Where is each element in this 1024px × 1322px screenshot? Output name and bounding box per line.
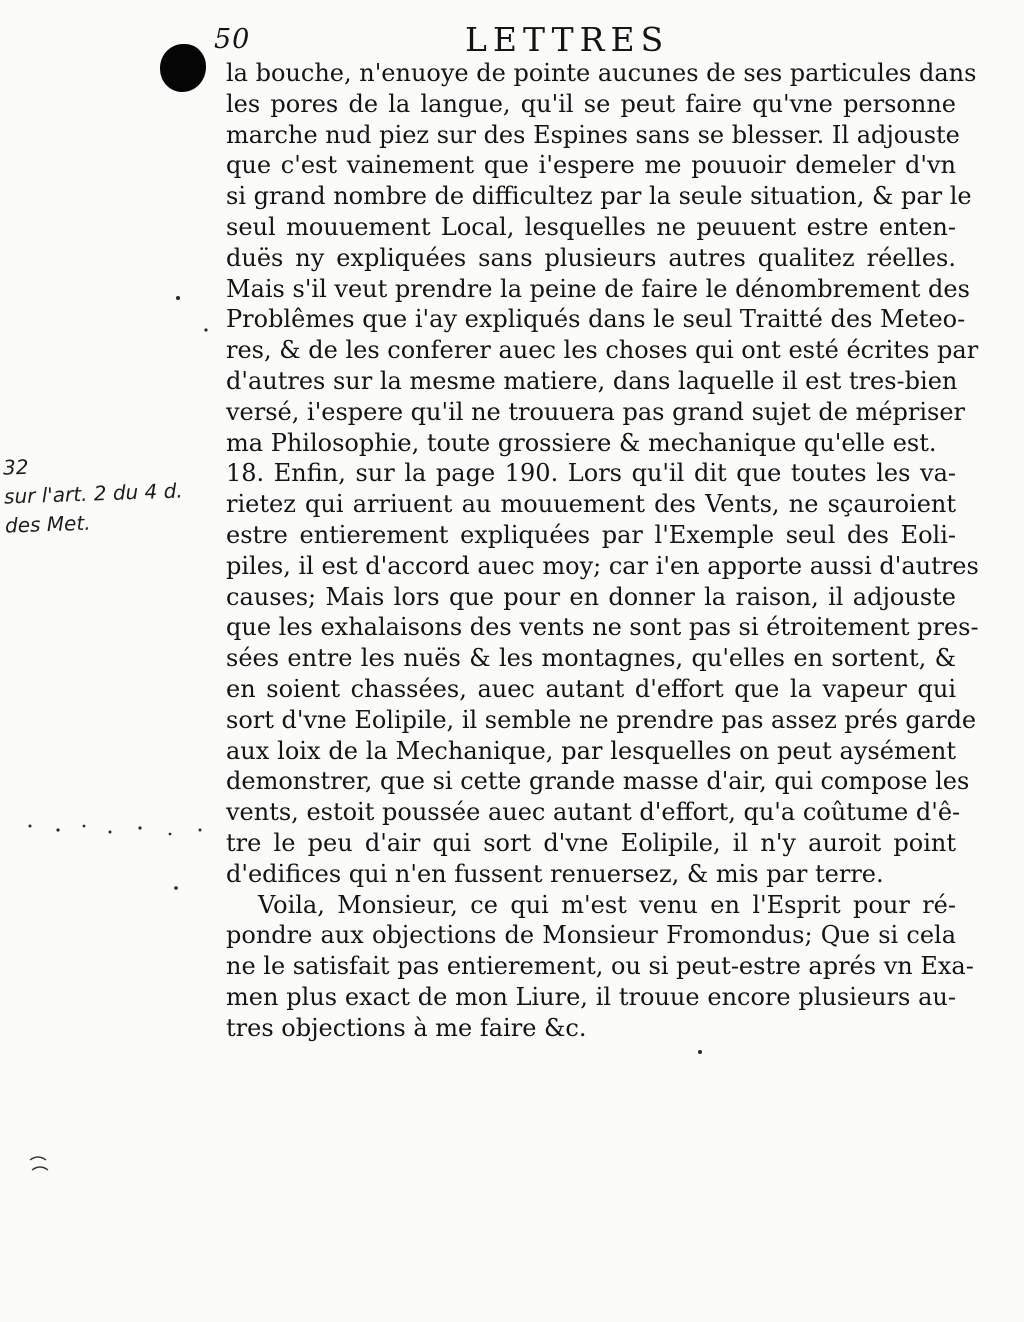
text-line: men plus exact de mon Liure, il trouue encore plusieurs au- — [226, 982, 956, 1011]
text-line: la bouche, n'enuoye de pointe aucunes de ses particules dans — [226, 59, 977, 87]
text-line: sées entre les nuës & les montagnes, qu'elles en sortent, & — [226, 644, 956, 673]
marginal-note-line: 32 — [2, 454, 29, 480]
marginal-note — [3, 446, 216, 540]
text-line: 18. Enfin, sur la page 190. Lors qu'il dit que toutes les va- — [226, 459, 956, 488]
text-line: vents, estoit poussée auec autant d'effort, qu'a coûtume d'ê- — [226, 798, 961, 827]
text-line: d'autres sur la mesme matiere, dans laquelle il est tres-bien — [226, 366, 958, 395]
text-line: que c'est vainement que i'espere me pouuoir demeler d'vn — [226, 151, 956, 180]
marginal-note-line: des Met. — [4, 510, 91, 538]
text-line: les pores de la langue, qu'il se peut faire qu'vne personne — [226, 89, 956, 118]
text-line: que les exhalaisons des vents ne sont pas si étroitement pres- — [226, 613, 979, 642]
text-line: Mais s'il veut prendre la peine de faire le dénombrement des — [226, 274, 970, 303]
text-line: pondre aux objections de Monsieur Fromondus; Que si cela — [226, 921, 956, 950]
text-line: rietez qui arriuent au mouuement des Vents, ne sçauroient — [226, 490, 956, 519]
marginal-note-line: sur l'art. 2 du 4 d. — [3, 478, 184, 509]
text-line: estre entierement expliquées par l'Exemple seul des Eoli- — [226, 520, 956, 549]
body-text — [226, 58, 979, 1044]
text-line: Voila, Monsieur, ce qui m'est venu en l'Esprit pour ré- — [258, 890, 956, 919]
text-line: causes; Mais lors que pour en donner la raison, il adjouste — [226, 582, 956, 611]
text-line: ma Philosophie, toute grossiere & mechanique qu'elle est. — [226, 428, 937, 457]
text-line: seul mouuement Local, lesquelles ne peuuent estre enten- — [226, 212, 956, 241]
text-line: si grand nombre de difficultez par la seule situation, & par le — [226, 182, 972, 211]
text-line: marche nud piez sur des Espines sans se blesser. Il adjouste — [226, 120, 960, 149]
text-line: Problêmes que i'ay expliqués dans le seul Traitté des Meteo- — [226, 305, 966, 334]
ink-blot — [160, 44, 206, 92]
text-line: versé, i'espere qu'il ne trouuera pas grand sujet de mépriser — [226, 397, 966, 426]
text-line: sort d'vne Eolipile, il semble ne prendre pas assez prés garde — [226, 705, 977, 734]
running-head: LETTRES — [465, 20, 670, 59]
text-line: tre le peu d'air qui sort d'vne Eolipile, il n'y auroit point — [226, 828, 956, 857]
page-number: 50 — [214, 24, 251, 55]
text-line: res, & de les conferer auec les choses qui ont esté écrites par — [226, 336, 979, 365]
text-line: demonstrer, que si cette grande masse d'air, qui compose les — [226, 767, 970, 796]
text-line: en soient chassées, auec autant d'effort que la vapeur qui — [226, 674, 956, 703]
text-line: d'edifices qui n'en fussent renuersez, & mis par terre. — [226, 859, 884, 888]
text-line: aux loix de la Mechanique, par lesquelles on peut aysément — [226, 736, 956, 765]
text-line: ne le satisfait pas entierement, ou si peut-estre aprés vn Exa- — [226, 952, 974, 981]
text-line: piles, il est d'accord auec moy; car i'en apporte aussi d'autres — [226, 551, 979, 580]
text-line: tres objections à me faire &c. — [226, 1013, 587, 1042]
text-line: duës ny expliquées sans plusieurs autres qualitez réelles. — [226, 243, 956, 272]
